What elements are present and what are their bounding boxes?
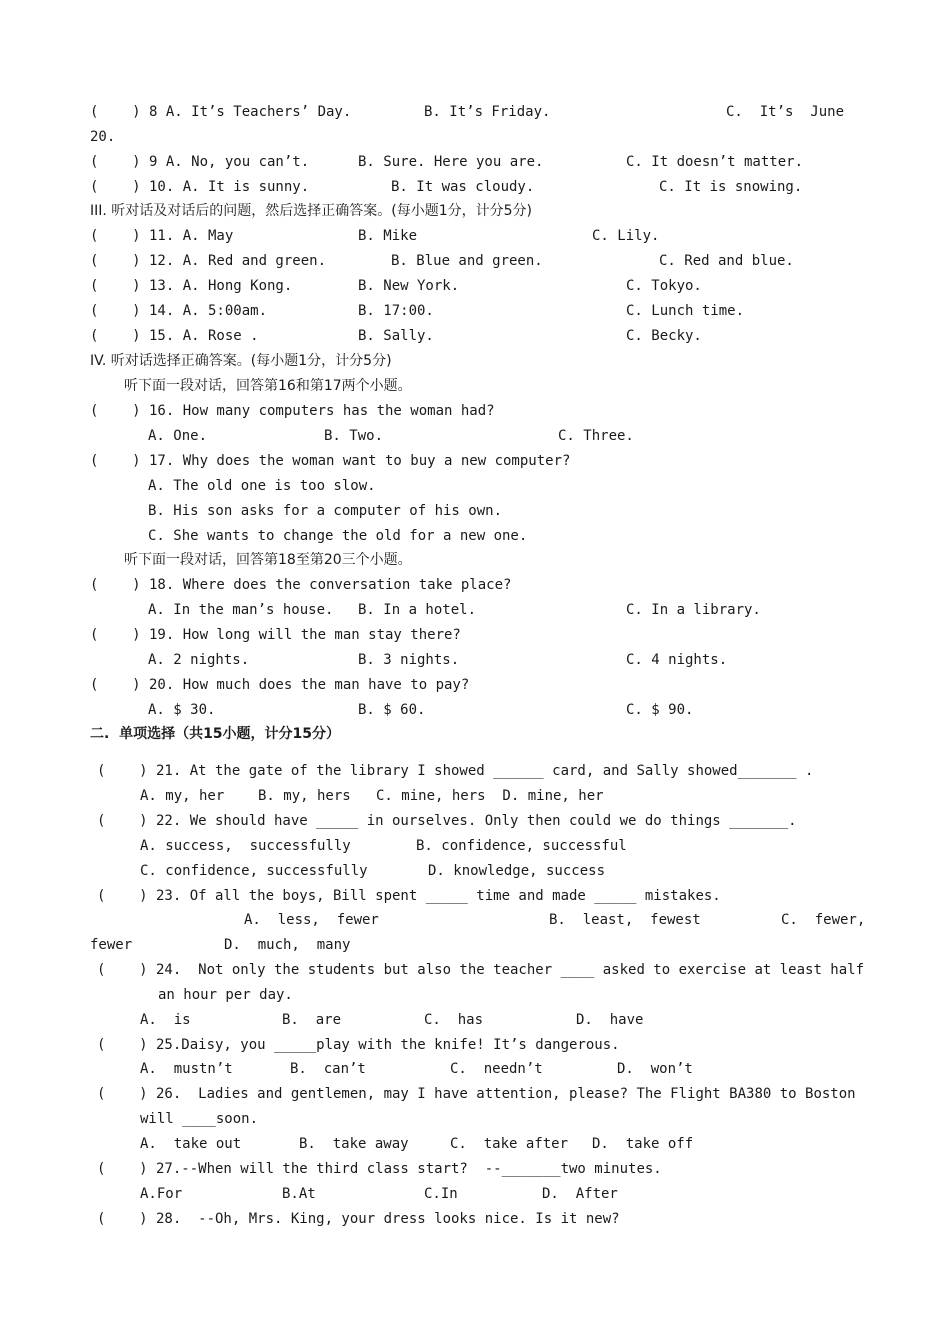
line-text: ( ) 21. At the gate of the library I showed ______ card, and Sally showed_______ .: [97, 763, 814, 779]
line-text: ( ) 26. Ladies and gentlemen, may I have attention, please? The Flight BA380 to Boston: [97, 1086, 856, 1102]
exam-line: [0, 225, 950, 247]
line-text: C. Red and blue.: [659, 253, 794, 269]
line-text: B. It’s Friday.: [424, 104, 551, 120]
line-text: A. 2 nights.: [148, 652, 250, 668]
exam-line: [0, 699, 950, 721]
line-text: 听下面一段对话，回答第16和第17两个小题。: [124, 378, 412, 394]
exam-line: [0, 649, 950, 671]
line-text: 20.: [90, 129, 116, 145]
exam-line: [0, 525, 950, 547]
line-text: D. take off: [592, 1136, 694, 1152]
exam-line: [0, 450, 950, 472]
line-text: A. success, successfully: [140, 838, 351, 854]
line-text: A. One.: [148, 428, 208, 444]
exam-line: [0, 400, 950, 422]
exam-line: [0, 1108, 950, 1130]
line-text: D. have: [576, 1012, 644, 1028]
line-text: D. won’t: [617, 1061, 693, 1077]
line-text: B. Two.: [324, 428, 384, 444]
line-text: A. $ 30.: [148, 702, 216, 718]
exam-line: [0, 1034, 950, 1056]
exam-line: [0, 475, 950, 497]
line-text: C. Three.: [558, 428, 634, 444]
line-text: B. Sally.: [358, 328, 434, 344]
line-text: A.For: [140, 1186, 183, 1202]
line-text: ( ) 18. Where does the conversation take place?: [90, 577, 512, 593]
line-text: ( ) 20. How much does the man have to pay?: [90, 677, 470, 693]
line-text: C. Tokyo.: [626, 278, 702, 294]
line-text: B. 3 nights.: [358, 652, 460, 668]
exam-line: [0, 599, 950, 621]
line-text: C. confidence, successfully: [140, 863, 368, 879]
line-text: C. Lunch time.: [626, 303, 745, 319]
line-text: A. my, her B. my, hers C. mine, hers D. mine, her: [140, 788, 604, 804]
line-text: 听下面一段对话，回答第18至第20三个小题。: [124, 552, 412, 568]
section-heading: [0, 375, 950, 397]
line-text: B. least, fewest: [549, 912, 701, 928]
exam-line: [0, 300, 950, 322]
exam-line: [0, 835, 950, 857]
line-text: ( ) 28. --Oh, Mrs. King, your dress looks nice. Is it new?: [97, 1211, 620, 1227]
exam-line: [0, 1208, 950, 1230]
section-heading: [0, 200, 950, 222]
line-text: C. has: [424, 1012, 484, 1028]
exam-line: [0, 760, 950, 782]
exam-line: [0, 674, 950, 696]
exam-line: [0, 885, 950, 907]
line-text: ( ) 8 A. It’s Teachers’ Day.: [90, 104, 352, 120]
line-text: A. mustn’t: [140, 1061, 233, 1077]
exam-line: [0, 984, 950, 1006]
exam-line: [0, 959, 950, 981]
exam-line: [0, 325, 950, 347]
line-text: ( ) 23. Of all the boys, Bill spent _____ time and made _____ mistakes.: [97, 888, 721, 904]
line-text: C. In a library.: [626, 602, 761, 618]
line-text: A. less, fewer: [244, 912, 379, 928]
line-text: B. Mike: [358, 228, 418, 244]
exam-line: [0, 1083, 950, 1105]
line-text: C.In: [424, 1186, 458, 1202]
line-text: ( ) 9 A. No, you can’t.: [90, 154, 310, 170]
section-heading: [0, 549, 950, 571]
line-text: ( ) 25.Daisy, you _____play with the knife! It’s dangerous.: [97, 1037, 620, 1053]
exam-line: [0, 126, 950, 148]
line-text: D. knowledge, success: [428, 863, 606, 879]
line-text: A. take out: [140, 1136, 242, 1152]
exam-line: [0, 574, 950, 596]
line-text: ( ) 27.--When will the third class start? --_______two minutes.: [97, 1161, 662, 1177]
line-text: C. She wants to change the old for a new one.: [148, 528, 528, 544]
line-text: C. It’s June: [726, 104, 845, 120]
exam-line: [0, 810, 950, 832]
line-text: A. is: [140, 1012, 191, 1028]
line-text: ( ) 24. Not only the students but also the teacher ____ asked to exercise at least half: [97, 962, 865, 978]
section-heading: [0, 350, 950, 372]
line-text: ( ) 17. Why does the woman want to buy a new computer?: [90, 453, 571, 469]
line-text: ( ) 10. A. It is sunny.: [90, 179, 310, 195]
line-text: fewer: [90, 937, 133, 953]
line-text: C. 4 nights.: [626, 652, 728, 668]
line-text: B. His son asks for a computer of his own.: [148, 503, 503, 519]
exam-line: [0, 934, 950, 956]
line-text: B. New York.: [358, 278, 460, 294]
line-text: C. It doesn’t matter.: [626, 154, 804, 170]
line-text: C. fewer,: [781, 912, 866, 928]
section-heading: [0, 723, 950, 745]
line-text: B. It was cloudy.: [391, 179, 535, 195]
line-text: D. much, many: [224, 937, 351, 953]
exam-line: [0, 500, 950, 522]
exam-line: [0, 909, 950, 931]
line-text: an hour per day.: [158, 987, 293, 1003]
line-text: ( ) 12. A. Red and green.: [90, 253, 327, 269]
line-text: C. $ 90.: [626, 702, 694, 718]
line-text: C. needn’t: [450, 1061, 543, 1077]
line-text: ( ) 19. How long will the man stay there?: [90, 627, 461, 643]
line-text: 二. 单项选择（共15小题，计分15分）: [90, 726, 341, 742]
line-text: ( ) 13. A. Hong Kong.: [90, 278, 293, 294]
exam-line: [0, 101, 950, 123]
line-text: C. take after: [450, 1136, 569, 1152]
line-text: A. In the man’s house.: [148, 602, 334, 618]
line-text: ( ) 16. How many computers has the woman had?: [90, 403, 495, 419]
line-text: C. It is snowing.: [659, 179, 803, 195]
line-text: IV. 听对话选择正确答案。(每小题1分，计分5分): [90, 353, 392, 369]
line-text: will ____soon.: [140, 1111, 259, 1127]
line-text: B. are: [282, 1012, 342, 1028]
line-text: B.At: [282, 1186, 316, 1202]
exam-line: [0, 785, 950, 807]
line-text: B. can’t: [290, 1061, 366, 1077]
line-text: ( ) 15. A. Rose .: [90, 328, 259, 344]
exam-line: [0, 1158, 950, 1180]
exam-line: [0, 1058, 950, 1080]
line-text: C. Lily.: [592, 228, 660, 244]
exam-line: [0, 425, 950, 447]
line-text: ( ) 11. A. May: [90, 228, 234, 244]
exam-line: [0, 176, 950, 198]
line-text: III. 听对话及对话后的问题，然后选择正确答案。(每小题1分，计分5分): [90, 203, 533, 219]
exam-line: [0, 624, 950, 646]
line-text: B. 17:00.: [358, 303, 434, 319]
exam-line: [0, 275, 950, 297]
line-text: B. confidence, successful: [416, 838, 627, 854]
line-text: B. Sure. Here you are.: [358, 154, 544, 170]
exam-line: [0, 1183, 950, 1205]
line-text: B. take away: [299, 1136, 409, 1152]
exam-line: [0, 151, 950, 173]
line-text: ( ) 22. We should have _____ in ourselves. Only then could we do things _______.: [97, 813, 797, 829]
exam-line: [0, 250, 950, 272]
exam-line: [0, 860, 950, 882]
exam-line: [0, 1133, 950, 1155]
line-text: A. The old one is too slow.: [148, 478, 376, 494]
line-text: B. $ 60.: [358, 702, 426, 718]
line-text: ( ) 14. A. 5:00am.: [90, 303, 268, 319]
line-text: C. Becky.: [626, 328, 702, 344]
line-text: B. In a hotel.: [358, 602, 477, 618]
line-text: D. After: [542, 1186, 618, 1202]
line-text: B. Blue and green.: [391, 253, 543, 269]
exam-line: [0, 1009, 950, 1031]
